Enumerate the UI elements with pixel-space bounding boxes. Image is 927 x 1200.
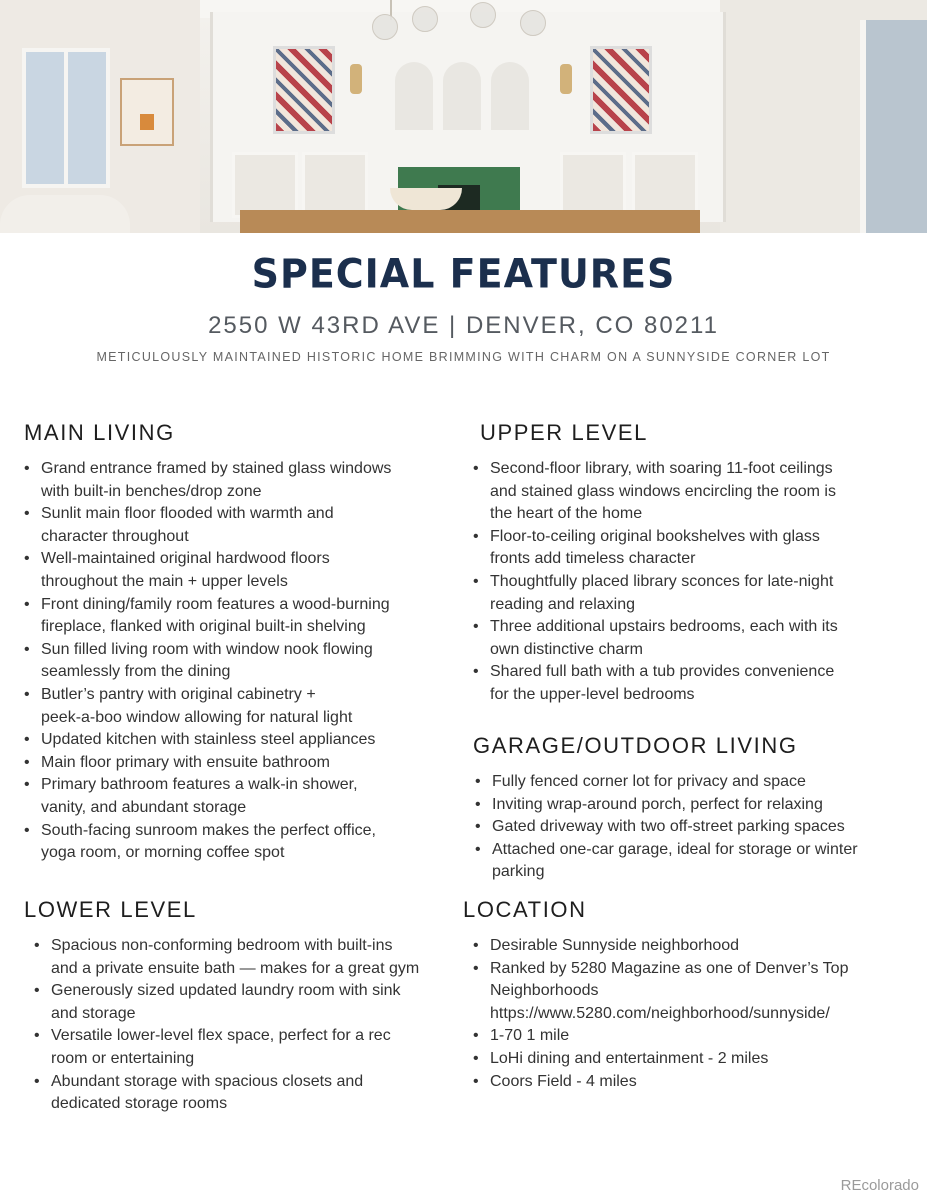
list-item: • Primary bathroom features a walk-in shower, vanity, and abundant storage xyxy=(24,774,444,819)
hero-bowl xyxy=(390,188,462,210)
section-main-living xyxy=(24,420,444,865)
section-heading: UPPER LEVEL xyxy=(480,420,649,445)
list-item: • Well-maintained original hardwood floors throughout the main + upper levels xyxy=(24,548,444,593)
list-item: • Fully fenced corner lot for privacy and space xyxy=(475,771,913,794)
watermark: REcolorado xyxy=(840,1177,919,1194)
hero-shelf-2 xyxy=(302,152,368,218)
list-item: • Generously sized updated laundry room with sink and storage xyxy=(34,980,454,1025)
list-item: • Sunlit main floor flooded with warmth and character throughout xyxy=(24,503,444,548)
list-item: • Versatile lower-level flex space, perfect for a rec room or entertaining xyxy=(34,1025,454,1070)
hero-stained-glass-left xyxy=(273,46,335,134)
list-item: • Three additional upstairs bedrooms, each with its own distinctive charm xyxy=(473,616,900,661)
hero-dining-table xyxy=(240,210,700,233)
feature-list xyxy=(24,935,454,1116)
list-item: • LoHi dining and entertainment - 2 miles xyxy=(473,1048,903,1071)
property-address: 2550 W 43RD AVE | DENVER, CO 80211 xyxy=(208,312,719,339)
hero-shelf-4 xyxy=(632,152,698,218)
hero-sconce-right xyxy=(560,64,572,94)
section-location xyxy=(463,897,903,1093)
hero-left-window xyxy=(22,48,110,188)
list-item: • Ranked by 5280 Magazine as one of Denver’s Top Neighborhoods https://www.5280.com/neighborhood/sunnyside/ xyxy=(473,958,903,1026)
section-heading: MAIN LIVING xyxy=(24,420,175,445)
section-heading: GARAGE/OUTDOOR LIVING xyxy=(473,733,798,758)
list-item: • Sun filled living room with window nook flowing seamlessly from the dining xyxy=(24,639,444,684)
list-item: • Floor-to-ceiling original bookshelves with glass fronts add timeless character xyxy=(473,526,900,571)
list-item: • Desirable Sunnyside neighborhood xyxy=(473,935,903,958)
feature-list xyxy=(24,458,444,865)
hero-sconce-left xyxy=(350,64,362,94)
list-item: • South-facing sunroom makes the perfect office, yoga room, or morning coffee spot xyxy=(24,820,444,865)
section-garage-outdoor xyxy=(473,733,913,884)
hero-arched-niches xyxy=(395,62,530,130)
section-lower-level xyxy=(24,897,454,1116)
list-item: • Abundant storage with spacious closets and dedicated storage rooms xyxy=(34,1071,454,1116)
list-item: • 1-70 1 mile xyxy=(473,1025,903,1048)
list-item: • Butler’s pantry with original cabinetry + peek-a-boo window allowing for natural light xyxy=(24,684,444,729)
hero-stained-glass-right xyxy=(590,46,652,134)
section-heading: LOWER LEVEL xyxy=(24,897,197,922)
hero-shelf-3 xyxy=(560,152,626,218)
list-item: • Main floor primary with ensuite bathroom xyxy=(24,752,444,775)
section-upper-level xyxy=(480,420,900,707)
list-item: • Shared full bath with a tub provides convenience for the upper-level bedrooms xyxy=(473,661,900,706)
hero-photo xyxy=(0,0,927,233)
list-item: • Gated driveway with two off-street parking spaces xyxy=(475,816,913,839)
list-item: • Attached one-car garage, ideal for storage or winter parking xyxy=(475,839,913,884)
list-item: • Inviting wrap-around porch, perfect for relaxing xyxy=(475,794,913,817)
list-item: • Spacious non-conforming bedroom with built-ins and a private ensuite bath — makes for a great gym xyxy=(34,935,454,980)
hero-chandelier-globe xyxy=(520,10,546,36)
feature-list xyxy=(475,771,913,884)
hero-chandelier-globe xyxy=(470,2,496,28)
list-item: • Front dining/family room features a wood-burning fireplace, flanked with original built-in shelving xyxy=(24,594,444,639)
list-item: • Second-floor library, with soaring 11-foot ceilings and stained glass windows encircling the room is the heart of the home xyxy=(473,458,900,526)
section-heading: LOCATION xyxy=(463,897,587,922)
list-item: • Thoughtfully placed library sconces for late-night reading and relaxing xyxy=(473,571,900,616)
hero-chandelier-globe xyxy=(412,6,438,32)
neighborhood-link: https://www.5280.com/neighborhood/sunnyside/ xyxy=(490,1004,830,1022)
property-tagline: METICULOUSLY MAINTAINED HISTORIC HOME BRIMMING WITH CHARM ON A SUNNYSIDE CORNER LOT xyxy=(96,350,831,364)
list-item: • Grand entrance framed by stained glass windows with built-in benches/drop zone xyxy=(24,458,444,503)
list-item: • Updated kitchen with stainless steel appliances xyxy=(24,729,444,752)
hero-wall-art xyxy=(120,78,174,146)
list-item: • Coors Field - 4 miles xyxy=(473,1071,903,1094)
hero-shelf-1 xyxy=(232,152,298,218)
hero-right-window xyxy=(860,20,927,233)
hero-chandelier-globe xyxy=(372,14,398,40)
feature-list xyxy=(473,935,903,1093)
feature-list xyxy=(473,458,900,707)
page-title: SPECIAL FEATURES xyxy=(251,250,676,298)
hero-armchair xyxy=(0,195,130,233)
